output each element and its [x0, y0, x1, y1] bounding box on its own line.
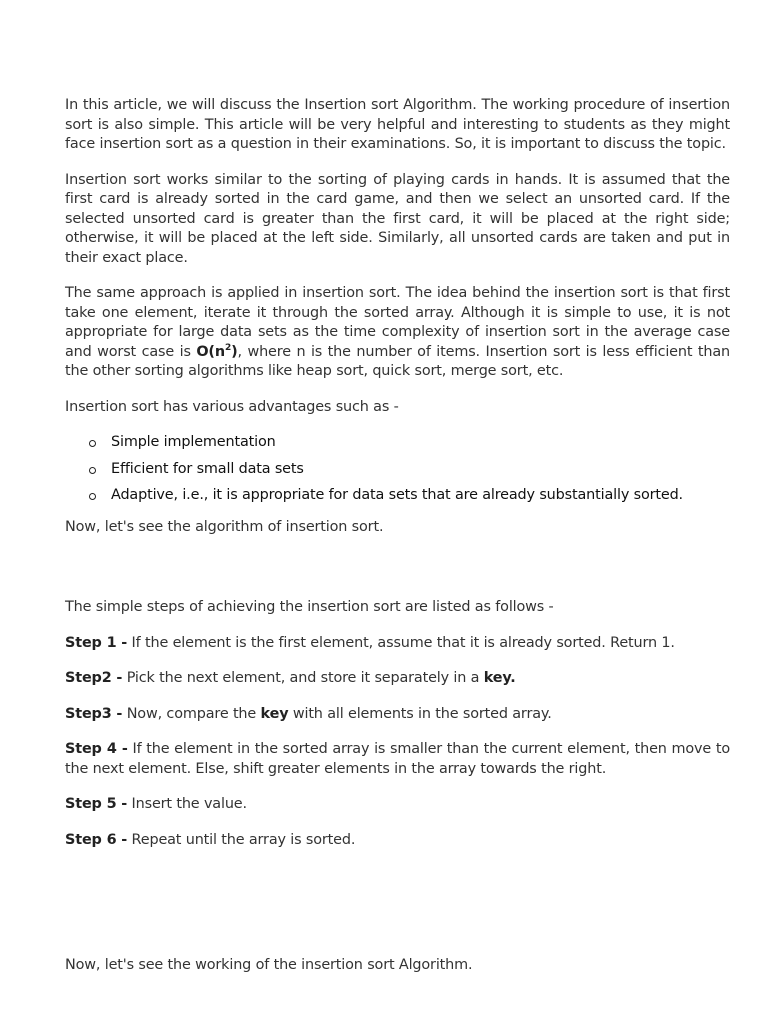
step-label: Step 5 -	[65, 796, 128, 812]
intro-paragraph: In this article, we will discuss the Insertion sort Algorithm. The working procedure of insertion sort is also simple. This article will be very helpful and interesting to students as they might face insertion sort as a question in their examinations. So, it is important to discuss the topic.	[65, 97, 730, 152]
algorithm-intro: Now, let's see the algorithm of insertion sort.	[65, 518, 384, 535]
list-item: Adaptive, i.e., it is appropriate for data sets that are already substantially sorted.	[65, 482, 730, 509]
approach-text-after: , where n is the number of items. Insertion sort is less efficient than the other sorting algorithms like heap sort, quick sort, merge sort, etc.	[65, 343, 730, 379]
advantages-list	[65, 429, 730, 509]
approach-text-before: The same approach is applied in insertion sort. The idea behind the insertion sort is that first take one element, iterate it through the sorted array. Although it is simple to use, it is not appropriate for large data sets as the time complexity of insertion sort in the average case and worst case is	[65, 285, 730, 360]
list-item: Efficient for small data sets	[65, 456, 730, 483]
step-label: Step 4 -	[65, 741, 128, 757]
step-label: Step 1 -	[65, 634, 128, 651]
card-analogy-paragraph: Insertion sort works similar to the sorting of playing cards in hands. It is assumed that the first card is already sorted in the card game, and then we select an unsorted card. If the selected unsorted card is greater than the first card, it will be placed at the right side; otherwise, it will be placed at the left side. Similarly, all unsorted cards are taken and put in their exact place.	[65, 171, 730, 266]
approach-paragraph	[65, 284, 730, 382]
complexity-notation: $O(n^2)$	[196, 342, 238, 360]
advantages-intro: Insertion sort has various advantages such as -	[65, 398, 399, 415]
step-label: Step2 -	[65, 670, 123, 686]
step-label: Step3 -	[65, 705, 123, 722]
step-6: Step 6 - Repeat until the array is sorted.	[65, 831, 356, 848]
step-1: Step 1 - If the element is the first element, assume that it is already sorted. Return 1.	[65, 634, 675, 651]
key-term: key	[260, 705, 289, 722]
step-3: Step3 - Now, compare the key with all elements in the sorted array.	[65, 705, 552, 722]
circle-bullet-icon	[89, 440, 96, 447]
circle-bullet-icon	[89, 467, 96, 474]
step-4: Step 4 - If the element in the sorted array is smaller than the current element, then move to the next element. Else, shift greater elements in the array towards the right.	[65, 741, 730, 777]
list-item: Simple implementation	[65, 429, 730, 456]
working-intro: Now, let's see the working of the insertion sort Algorithm.	[65, 957, 473, 973]
step-2: Step2 - Pick the next element, and store it separately in a key.	[65, 670, 516, 686]
steps-intro: The simple steps of achieving the insertion sort are listed as follows -	[65, 599, 554, 615]
step-label: Step 6 -	[65, 831, 128, 848]
circle-bullet-icon	[89, 493, 96, 500]
key-term: key.	[483, 670, 516, 686]
step-5: Step 5 - Insert the value.	[65, 796, 247, 812]
article-body	[65, 96, 730, 976]
